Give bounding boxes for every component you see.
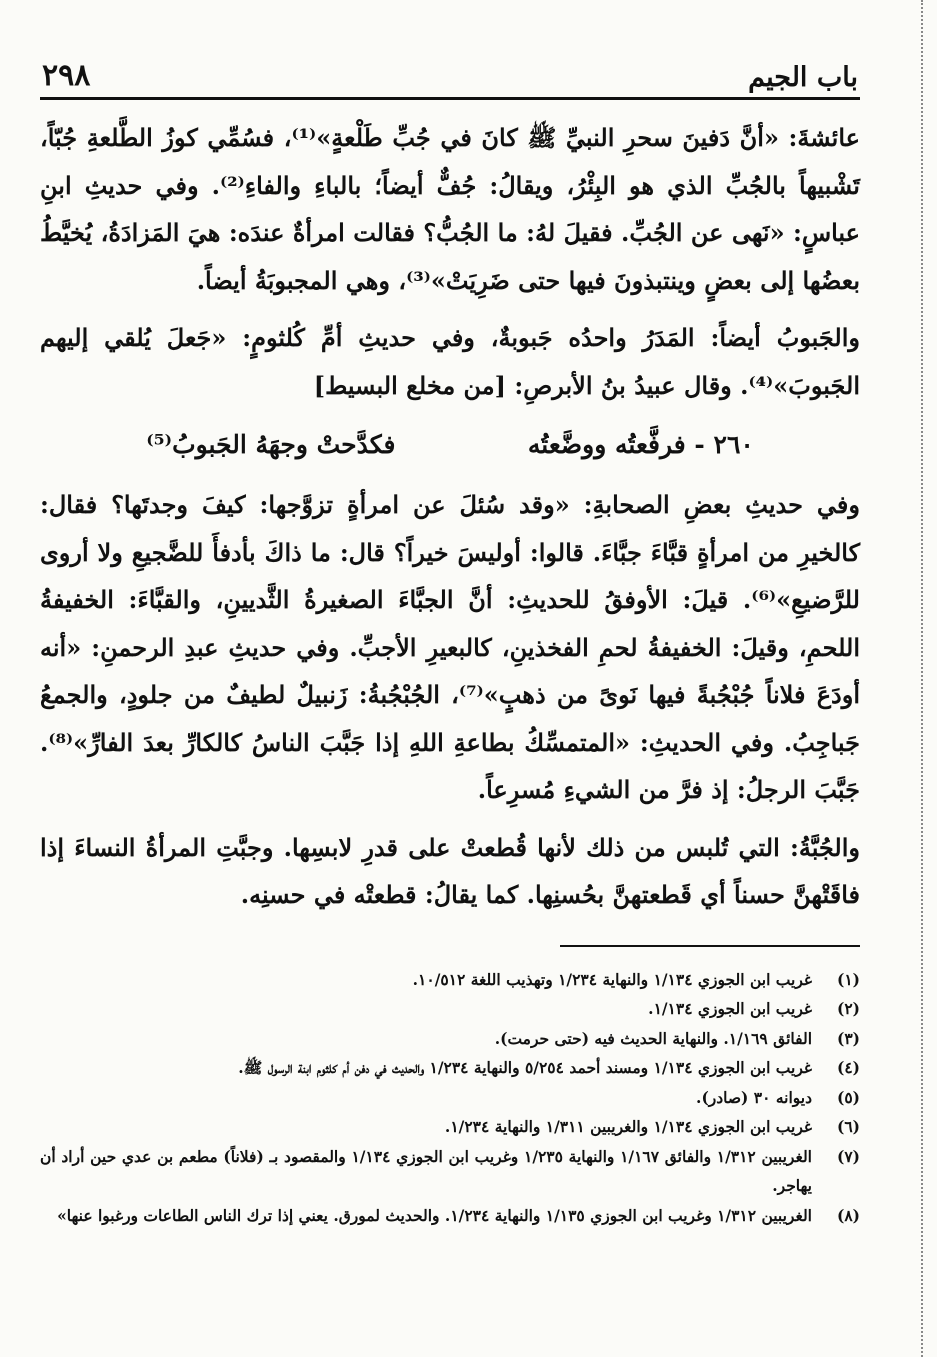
footnote bbox=[40, 965, 860, 995]
footnote-number: (٣) bbox=[836, 1028, 860, 1048]
paragraph: والجُبَّةُ: التي تُلبس من ذلك لأنها قُطعتْ على قدرِ لابسِها. وجبَّتِ المرأةُ النساءَ إذا فاقَتْهنَّ حسناً أي قَطعتهنَّ بحُسنِها. كما يقالُ: قطعتْه في حسنِه. bbox=[40, 832, 860, 909]
footnote-number: (٢) bbox=[836, 999, 860, 1018]
footnote-number: (٧) bbox=[836, 1146, 860, 1166]
footnote bbox=[40, 1024, 860, 1054]
scan-edge bbox=[921, 0, 923, 1357]
footnote bbox=[40, 1112, 860, 1142]
footnote-text: ديوانه ٣٠ (صادر). bbox=[696, 1087, 812, 1107]
footnote bbox=[40, 994, 860, 1024]
footnote-number: (٦) bbox=[836, 1117, 860, 1136]
footnote-number: (١) bbox=[836, 969, 860, 989]
footnote-text: غريب ابن الجوزي ١/١٣٤ والغريبين ١/٣١١ والنهاية ١/٢٣٤. bbox=[444, 1117, 812, 1136]
verse-number: ٢٦٠ - bbox=[694, 430, 754, 459]
paragraph: والجَبوبُ أيضاً: المَدَرُ واحدُه جَبوبةٌ، وفي حديثِ أمِّ كُلثومٍ: «جَعلَ يُلقي إليهم الجَبوبَ»⁽⁴⁾. وقال عبيدُ بنُ الأبرصِ: [من مخلع البسيط] bbox=[40, 323, 860, 400]
footnote-number: (٥) bbox=[836, 1087, 860, 1107]
footnote-text: غريب ابن الجوزي ١/١٣٤. bbox=[648, 999, 812, 1018]
hemistich-text: فرفَّعتُه ووضَّعتُه bbox=[527, 430, 686, 459]
footnote-separator bbox=[560, 945, 860, 947]
footnote bbox=[40, 1142, 860, 1201]
book-page bbox=[40, 52, 860, 1230]
footnotes bbox=[40, 965, 860, 1231]
main-text bbox=[40, 114, 860, 919]
poem-hemistich-first bbox=[528, 419, 754, 471]
footnote-text: الغريبين ١/٣١٢ وغريب ابن الجوزي ١/١٣٥ والنهاية ١/٢٣٤. والحديث لمورق. يعني إذا ترك الناس الطاعات ورغبوا عنها» bbox=[57, 1205, 812, 1225]
poem-hemistich-second: فكدَّحتْ وجهَهُ الجَبوبُ⁽⁵⁾ bbox=[146, 430, 396, 459]
poem-verse bbox=[80, 419, 820, 471]
page-header bbox=[40, 52, 860, 100]
chapter-title: باب الجيم bbox=[748, 62, 858, 93]
footnote-text: غريب ابن الجوزي ١/١٣٤ والنهاية ١/٢٣٤ وتهذيب اللغة ١٠/٥١٢. bbox=[412, 969, 812, 989]
paragraph: وفي حديثِ بعضِ الصحابةِ: «وقد سُئلَ عن امرأةٍ تزوَّجها: كيفَ وجدتَها؟ فقال: كالخيرِ من امرأةٍ قبَّاءَ جبَّاءَ. قالوا: أوليسَ خيراً؟ قال: ما ذاكَ بأدفأَ للضَّجيعِ ولا أروى للرَّضيعِ»⁽⁶⁾. قيلَ: الأوفقُ للحديثِ: أنَّ الجبَّاءَ الصغيرةُ الثَّديينِ، والقبَّاءَ: الخفيفةُ اللحمِ، وقيلَ: الخفيفةُ لحمِ الفخذينِ، كالبعيرِ الأجبِّ. وفي حديثِ عبدِ الرحمنِ: «أنه أودَعَ فلاناً جُبْجُبةً فيها نَوىً من ذهبٍ»⁽⁷⁾، الجُبْجُبةُ: زَنبيلٌ لطيفٌ من جلودٍ، والجمعُ جَباجِبُ. وفي الحديثِ: «المتمسِّكُ بطاعةِ اللهِ إذا جَبَّبَ الناسُ كالكارِّ بعدَ الفارِّ»⁽⁸⁾. جَبَّبَ الرجلُ: إذ فرَّ من الشيءِ مُسرِعاً. bbox=[40, 490, 860, 804]
footnote-text: غريب ابن الجوزي ١/١٣٤ ومسند أحمد ٥/٢٥٤ والنهاية ١/٢٣٤ والحديث في دفن أم كلثوم ابنة الرسول ﷺ. bbox=[238, 1058, 812, 1077]
footnote-text: الفائق ١/١٦٩. والنهاية الحديث فيه (حتى حرمت). bbox=[494, 1028, 812, 1048]
footnote-number: (٨) bbox=[836, 1205, 860, 1225]
footnote bbox=[40, 1053, 860, 1083]
footnote-number: (٤) bbox=[836, 1058, 860, 1077]
paragraph: عائشةَ: «أنَّ دَفينَ سحرِ النبيِّ ﷺ كانَ في جُبِّ طَلْعةٍ»⁽¹⁾، فسُمِّي كوزُ الطَّلعةِ جُبّاً، تَشْبيهاً بالجُبِّ الذي هو البِئْرُ، ويقالُ: جُفٌّ أيضاً؛ بالباءِ والفاءِ⁽²⁾. وفي حديثِ ابنِ عباسٍ: «نَهى عن الجُبِّ. فقيلَ لهُ: ما الجُبُّ؟ فقالت امرأةٌ عندَه: هيَ المَزادَةُ، يُخيَّطُ بعضُها إلى بعضٍ وينتبذونَ فيها حتى ضَرِيَتْ»⁽³⁾، وهي المجبوبَةُ أيضاً. bbox=[40, 123, 860, 295]
footnote bbox=[40, 1083, 860, 1113]
footnote bbox=[40, 1201, 860, 1231]
footnote-text: الغريبين ١/٣١٢ والفائق ١/١٦٧ والنهاية ١/٢٣٥ وغريب ابن الجوزي ١/١٣٤ والمقصود بـ (فلاناً) مطعم بن عدي حين أراد أن يهاجر. bbox=[40, 1146, 812, 1195]
page-number: ٢٩٨ bbox=[42, 58, 91, 93]
